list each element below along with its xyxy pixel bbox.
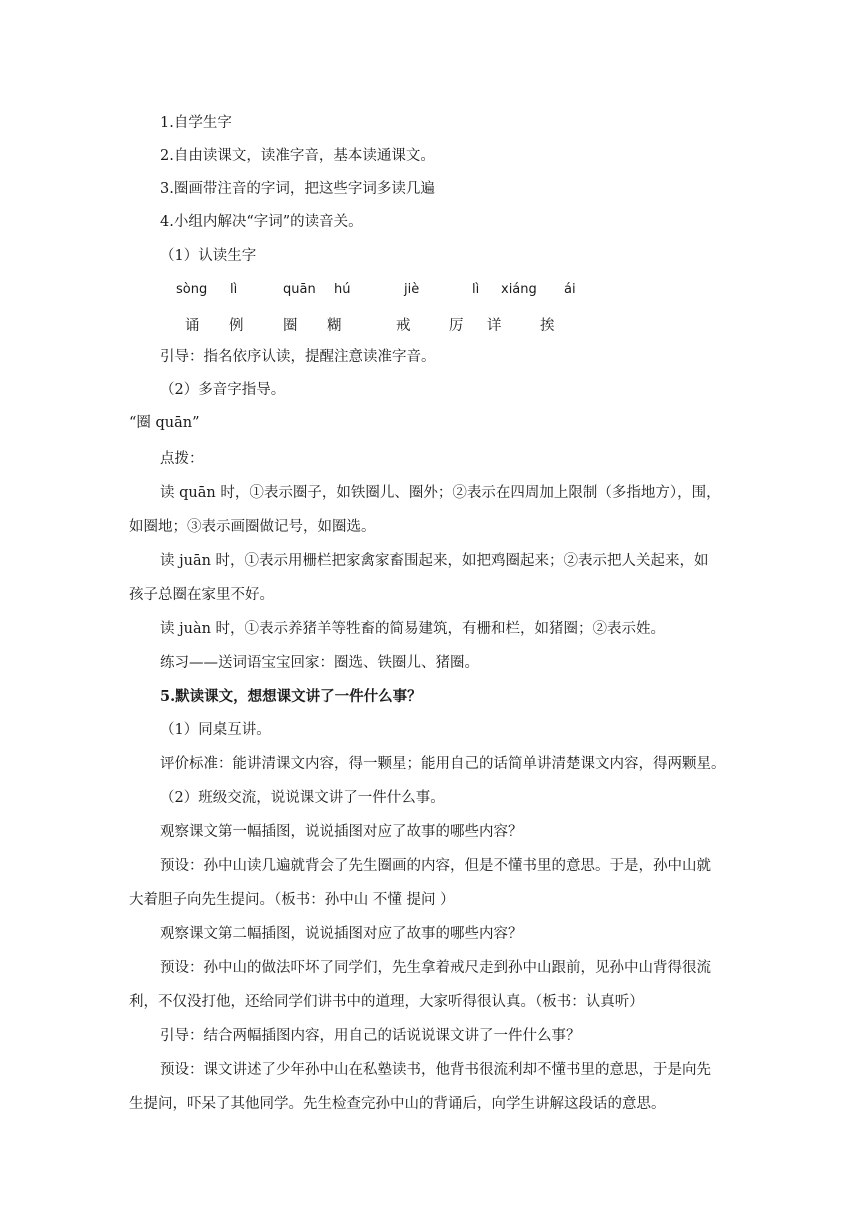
hanzi-li: 例 (229, 318, 244, 334)
guide-summary: 引导：结合两幅插图内容，用自己的话说说课文讲了一件什么事？ (160, 1028, 581, 1044)
preset-3-line-1: 预设：课文讲述了少年孙中山在私塾读书，他背书很流利却不懂书里的意思，于是向先 (160, 1062, 711, 1078)
hanzi-quan: 圈 (283, 318, 298, 334)
pinyin-xiang: xiáng (501, 282, 537, 297)
pair-talk: （1）同桌互讲。 (160, 722, 271, 738)
hanzi-xiang: 详 (487, 318, 502, 334)
juan-meaning-line-2: 孩子总圈在家里不好。 (129, 587, 274, 603)
hanzi-ai: 挨 (540, 318, 555, 334)
pinyin-quan: quān (283, 282, 316, 297)
quan-meaning-line-1: 读 quān 时，①表示圈子，如铁圈儿、圈外；②表示在四周加上限制（多指地方），围， (160, 485, 721, 501)
tip-label: 点拨： (160, 451, 204, 467)
preset-1-line-2: 大着胆子向先生提问。（板书：孙中山 不懂 提问 ） (129, 892, 455, 908)
pinyin-li: lì (230, 282, 238, 297)
step-5: 5.默读课文，想想课文讲了一件什么事？ (160, 688, 422, 705)
pinyin-song: sòng (176, 282, 208, 297)
pinyin-row (0, 282, 860, 304)
guide-read: 引导：指名依序认读，提醒注意读准字音。 (160, 349, 436, 365)
pinyin-li-2: lì (472, 282, 480, 297)
hanzi-jie: 戒 (396, 318, 411, 334)
polyphone-heading: “圈 quān” (129, 415, 200, 431)
hanzi-song: 诵 (185, 318, 200, 334)
hanzi-hu: 糊 (327, 318, 342, 334)
step-2: 2.自由读课文，读准字音，基本读通课文。 (160, 148, 435, 164)
pinyin-ai: ái (564, 282, 576, 297)
juan-meaning-line-1: 读 juān 时，①表示用栅栏把家禽家畜围起来，如把鸡圈起来；②表示把人关起来，如 (160, 553, 709, 569)
preset-3-line-2: 生提问，吓呆了其他同学。先生检查完孙中山的背诵后，向学生讲解这段话的意思。 (129, 1096, 666, 1112)
hanzi-li-2: 厉 (449, 318, 464, 334)
sub-step-2: （2）多音字指导。 (160, 382, 286, 398)
picture-2-prompt: 观察课文第二幅插图，说说插图对应了故事的哪些内容？ (160, 926, 523, 942)
hanzi-row (0, 314, 860, 336)
preset-2-line-2: 利，不仅没打他，还给同学们讲书中的道理，大家听得很认真。（板书：认真听） (129, 994, 644, 1010)
quan-meaning-line-2: 如圈地；③表示画圈做记号，如圈选。 (129, 519, 376, 535)
picture-1-prompt: 观察课文第一幅插图，说说插图对应了故事的哪些内容？ (160, 824, 523, 840)
pinyin-hu: hú (334, 282, 351, 297)
sub-step-1: （1）认读生字 (160, 248, 257, 264)
step-4: 4.小组内解决“字词”的读音关。 (160, 214, 363, 230)
juan4-meaning: 读 juàn 时，①表示养猪羊等牲畜的简易建筑，有栅和栏，如猪圈；②表示姓。 (160, 621, 666, 637)
class-exchange: （2）班级交流，说说课文讲了一件什么事。 (160, 790, 445, 806)
step-3: 3.圈画带注音的字词，把这些字词多读几遍 (160, 181, 435, 197)
preset-1-line-1: 预设：孙中山读几遍就背会了先生圈画的内容，但是不懂书里的意思。于是，孙中山就 (160, 858, 711, 874)
evaluation-criteria: 评价标准：能讲清课文内容，得一颗星；能用自己的话简单讲清楚课文内容，得两颗星。 (160, 756, 726, 772)
pinyin-jie: jiè (404, 282, 420, 297)
step-1: 1.自学生字 (160, 115, 232, 131)
practice-line: 练习——送词语宝宝回家：圈选、铁圈儿、猪圈。 (160, 655, 479, 671)
preset-2-line-1: 预设：孙中山的做法吓坏了同学们，先生拿着戒尺走到孙中山跟前，见孙中山背得很流 (160, 960, 711, 976)
